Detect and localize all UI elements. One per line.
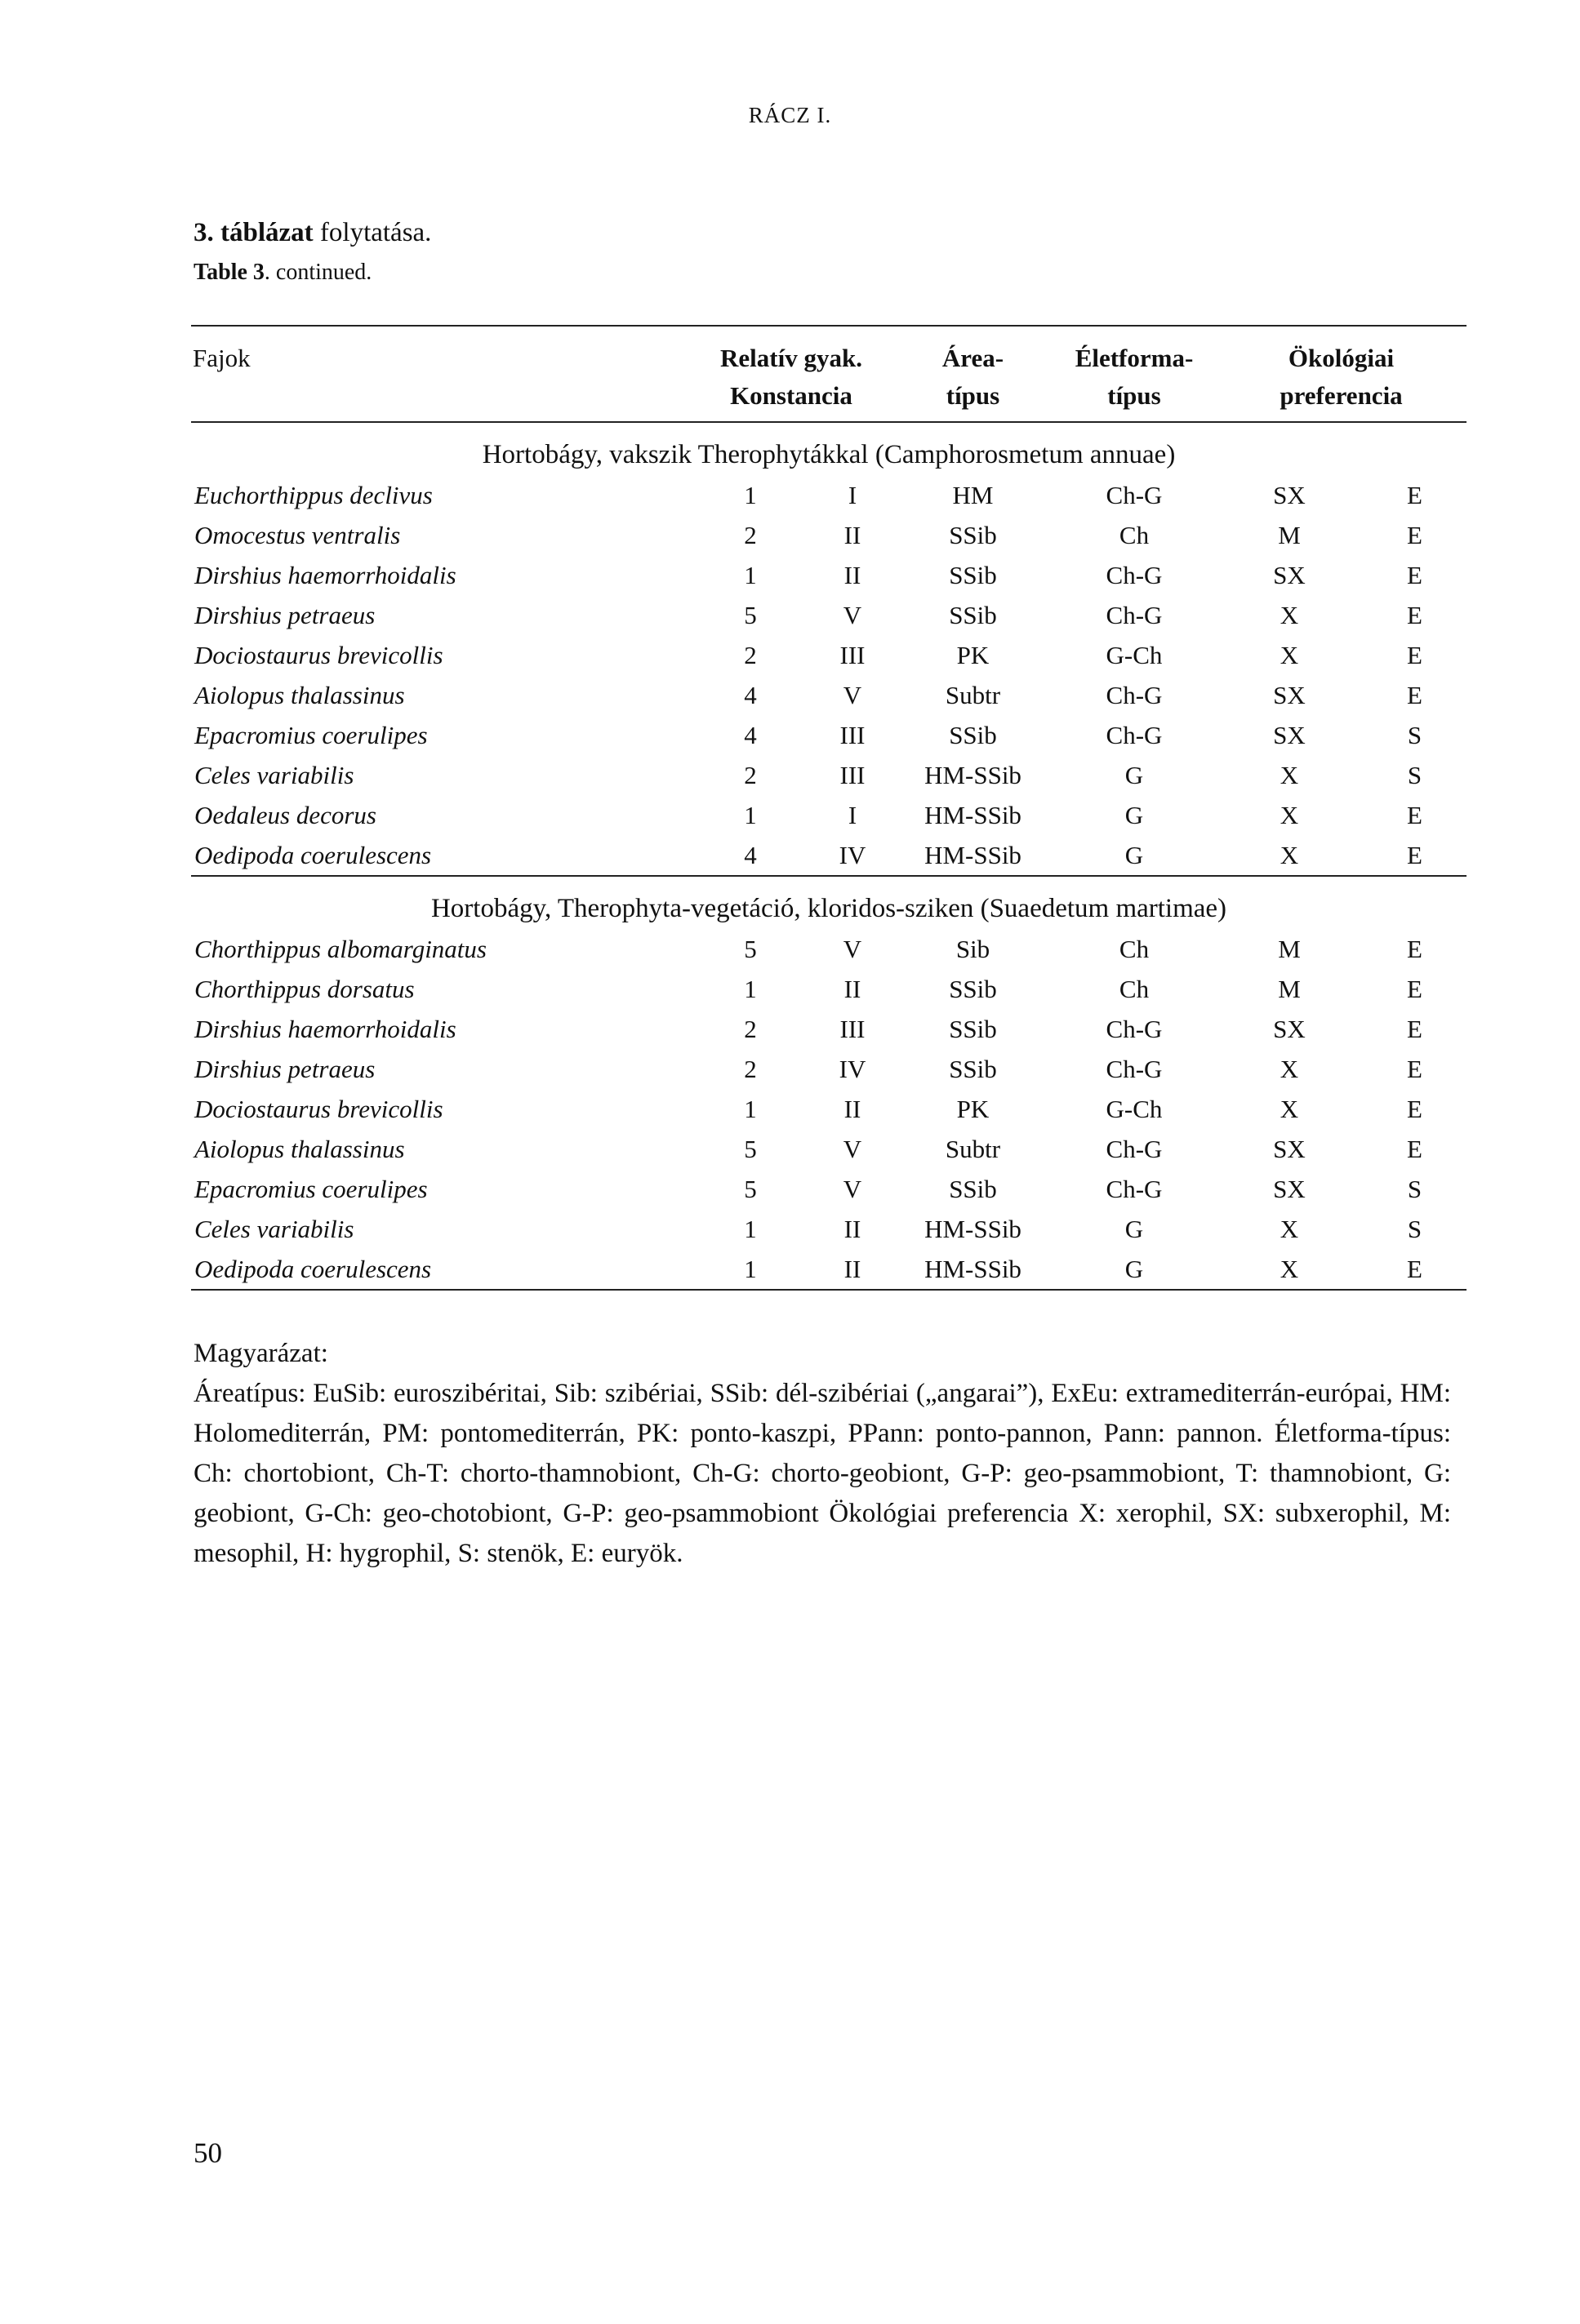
cell-eletforma: Ch-G bbox=[1106, 1134, 1163, 1163]
table-row bbox=[191, 755, 1467, 795]
cell-konstancia: IV bbox=[812, 835, 893, 876]
cell-preferencia: E bbox=[1407, 680, 1422, 709]
cell-eletforma: Ch-G bbox=[1106, 1174, 1163, 1203]
cell-relativ: 1 bbox=[744, 560, 757, 589]
table-caption-hu bbox=[194, 218, 431, 248]
cell-eletforma: Ch-G bbox=[1106, 480, 1163, 509]
cell-relativ: 5 bbox=[744, 1134, 757, 1163]
header-relativ: Relatív gyak. bbox=[720, 344, 862, 372]
cell-okologiai: X bbox=[1216, 835, 1363, 876]
caption-label-hu: 3. táblázat bbox=[194, 218, 314, 247]
table-row bbox=[191, 595, 1467, 635]
cell-relativ: 1 bbox=[744, 1094, 757, 1123]
cell-konstancia: III bbox=[839, 640, 866, 669]
cell-eletforma: Ch-G bbox=[1106, 720, 1163, 749]
cell-relativ: 4 bbox=[689, 835, 812, 876]
header-konstancia: Konstancia bbox=[730, 381, 852, 410]
legend bbox=[194, 1334, 1451, 1574]
cell-okologiai: SX bbox=[1273, 1174, 1306, 1203]
cell-relativ: 4 bbox=[744, 680, 757, 709]
cell-eletforma: G-Ch bbox=[1106, 1094, 1163, 1123]
cell-relativ: 1 bbox=[744, 480, 757, 509]
cell-konstancia: II bbox=[843, 1094, 861, 1123]
cell-konstancia: V bbox=[843, 1174, 862, 1203]
cell-konstancia: V bbox=[843, 680, 862, 709]
table-row bbox=[191, 555, 1467, 595]
table-row bbox=[191, 1169, 1467, 1209]
cell-species: Epacromius coerulipes bbox=[194, 720, 428, 749]
cell-okologiai: X bbox=[1280, 1214, 1299, 1243]
section-title: Hortobágy, Therophyta-vegetáció, kloridos-sziken (Suaedetum martimae) bbox=[430, 894, 1227, 923]
cell-okologiai: X bbox=[1280, 600, 1299, 629]
header-eletformatipus bbox=[1053, 326, 1216, 422]
cell-preferencia: E bbox=[1407, 640, 1422, 669]
table-row bbox=[191, 795, 1467, 835]
cell-areatipus: HM-SSib bbox=[924, 760, 1021, 789]
table-row bbox=[191, 1249, 1467, 1290]
cell-relativ: 2 bbox=[744, 640, 757, 669]
cell-relativ: 2 bbox=[744, 520, 757, 549]
cell-relativ: 4 bbox=[744, 720, 757, 749]
cell-eletforma: Ch bbox=[1119, 520, 1150, 549]
cell-species: Dirshius petraeus bbox=[194, 600, 376, 629]
cell-okologiai: X bbox=[1280, 640, 1299, 669]
table-body bbox=[191, 422, 1467, 1290]
cell-areatipus: SSib bbox=[949, 520, 997, 549]
cell-okologiai: M bbox=[1278, 934, 1301, 963]
cell-okologiai: X bbox=[1280, 1054, 1299, 1083]
cell-areatipus: Sib bbox=[955, 934, 990, 963]
cell-species: Epacromius coerulipes bbox=[194, 1174, 428, 1203]
cell-preferencia: E bbox=[1407, 480, 1422, 509]
cell-relativ: 1 bbox=[744, 800, 757, 829]
section-title: Hortobágy, vakszik Therophytákkal (Camphorosmetum annuae) bbox=[482, 440, 1176, 469]
page-number: 50 bbox=[194, 2137, 222, 2169]
cell-konstancia: II bbox=[843, 1214, 861, 1243]
cell-relativ: 5 bbox=[744, 1174, 757, 1203]
cell-konstancia: II bbox=[843, 560, 861, 589]
cell-species: Dirshius petraeus bbox=[194, 1054, 376, 1083]
cell-areatipus: SSib bbox=[949, 720, 997, 749]
cell-species: Euchorthippus declivus bbox=[194, 480, 433, 509]
cell-preferencia: E bbox=[1363, 1249, 1467, 1290]
cell-konstancia: II bbox=[812, 1249, 893, 1290]
cell-konstancia: II bbox=[843, 974, 861, 1003]
cell-eletforma: Ch bbox=[1119, 974, 1150, 1003]
cell-okologiai: X bbox=[1280, 800, 1299, 829]
cell-konstancia: III bbox=[839, 760, 866, 789]
cell-eletforma: Ch-G bbox=[1106, 1054, 1163, 1083]
cell-areatipus: HM-SSib bbox=[924, 1214, 1021, 1243]
cell-relativ: 2 bbox=[744, 1054, 757, 1083]
cell-preferencia: S bbox=[1407, 1174, 1422, 1203]
cell-areatipus: SSib bbox=[949, 1174, 997, 1203]
cell-areatipus: SSib bbox=[949, 1054, 997, 1083]
cell-okologiai: SX bbox=[1273, 1134, 1306, 1163]
cell-areatipus: SSib bbox=[949, 600, 997, 629]
cell-species: Aiolopus thalassinus bbox=[194, 1134, 405, 1163]
header-okol-line2: preferencia bbox=[1280, 381, 1403, 410]
cell-okologiai: X bbox=[1280, 760, 1299, 789]
cell-okologiai: X bbox=[1216, 1249, 1363, 1290]
cell-relativ: 1 bbox=[744, 1214, 757, 1243]
caption-label-en: Table 3 bbox=[194, 260, 265, 285]
cell-okologiai: SX bbox=[1273, 480, 1306, 509]
running-head: RÁCZ I. bbox=[748, 103, 832, 127]
cell-preferencia: E bbox=[1407, 520, 1422, 549]
header-areatipus bbox=[893, 326, 1053, 422]
cell-species: Chorthippus dorsatus bbox=[194, 974, 415, 1003]
cell-okologiai: X bbox=[1280, 1094, 1299, 1123]
header-okologiai-preferencia bbox=[1216, 326, 1467, 422]
table-row bbox=[191, 1209, 1467, 1249]
cell-okologiai: SX bbox=[1273, 680, 1306, 709]
header-okol-line1: Ökológiai bbox=[1288, 344, 1395, 372]
cell-areatipus: SSib bbox=[949, 974, 997, 1003]
table-row bbox=[191, 1049, 1467, 1089]
cell-species: Oedipoda coerulescens bbox=[191, 1249, 689, 1290]
cell-eletforma: G-Ch bbox=[1106, 640, 1163, 669]
table-row bbox=[191, 475, 1467, 515]
cell-relativ: 1 bbox=[689, 1249, 812, 1290]
cell-konstancia: III bbox=[839, 1014, 866, 1043]
header-elet-line1: Életforma- bbox=[1075, 344, 1194, 372]
cell-areatipus: HM bbox=[952, 480, 994, 509]
cell-preferencia: E bbox=[1407, 1014, 1422, 1043]
cell-areatipus: HM-SSib bbox=[893, 835, 1053, 876]
cell-relativ: 5 bbox=[744, 600, 757, 629]
table-row bbox=[191, 1089, 1467, 1129]
cell-species: Oedaleus decorus bbox=[194, 800, 376, 829]
cell-eletforma: G bbox=[1124, 1214, 1144, 1243]
header-area-line1: Área- bbox=[941, 344, 1004, 372]
cell-eletforma: Ch-G bbox=[1106, 680, 1163, 709]
cell-konstancia: I bbox=[848, 800, 857, 829]
table-row bbox=[191, 835, 1467, 876]
table-row bbox=[191, 1009, 1467, 1049]
cell-areatipus: Subtr bbox=[945, 680, 1001, 709]
cell-preferencia: E bbox=[1407, 934, 1422, 963]
header-elet-line2: típus bbox=[1107, 381, 1161, 410]
cell-eletforma: Ch bbox=[1119, 934, 1150, 963]
table-row bbox=[191, 515, 1467, 555]
cell-preferencia: E bbox=[1407, 1134, 1422, 1163]
header-relativ-konstancia bbox=[689, 326, 893, 422]
cell-areatipus: HM-SSib bbox=[893, 1249, 1053, 1290]
caption-text-en: . continued. bbox=[264, 260, 372, 285]
species-table bbox=[191, 325, 1467, 1291]
caption-text-hu: folytatása. bbox=[313, 218, 432, 247]
cell-preferencia: S bbox=[1407, 1214, 1422, 1243]
legend-title: Magyarázat: bbox=[194, 1339, 328, 1368]
cell-preferencia: E bbox=[1407, 1094, 1422, 1123]
cell-areatipus: SSib bbox=[949, 1014, 997, 1043]
cell-areatipus: PK bbox=[956, 640, 990, 669]
table-row bbox=[191, 715, 1467, 755]
cell-species: Dirshius haemorrhoidalis bbox=[194, 560, 456, 589]
cell-preferencia: E bbox=[1407, 600, 1422, 629]
cell-eletforma: G bbox=[1124, 800, 1144, 829]
cell-konstancia: V bbox=[843, 1134, 862, 1163]
legend-text: Áreatípus: EuSib: euroszibéritai, Sib: szibériai, SSib: dél-szibériai („angarai”), ExEu: extramediterrán-európai, HM: Holomediterrán, PM: pontomediterrán, PK: ponto-kaszpi, PPann: ponto-pannon, Pann: pannon. Életforma-típus: Ch: chortobiont, Ch-T: chorto-thamnobiont, Ch-G: chorto-geobiont, G-P: geo-psammobiont, T: thamnobiont, G: geobiont, G-Ch: geo-chotobiont, G-P: geo-psammobiont Ökológiai preferencia X: xerophil, SX: subxerophil, M: mesophil, H: hygrophil, S: stenök, E: euryök. bbox=[194, 1379, 1451, 1568]
cell-okologiai: SX bbox=[1273, 1014, 1306, 1043]
cell-relativ: 2 bbox=[744, 1014, 757, 1043]
cell-okologiai: SX bbox=[1273, 560, 1306, 589]
cell-species: Oedipoda coerulescens bbox=[191, 835, 689, 876]
cell-konstancia: II bbox=[843, 520, 861, 549]
cell-areatipus: PK bbox=[956, 1094, 990, 1123]
cell-eletforma: Ch-G bbox=[1106, 600, 1163, 629]
cell-preferencia: E bbox=[1407, 974, 1422, 1003]
cell-species: Dociostaurus brevicollis bbox=[194, 1094, 443, 1123]
cell-preferencia: E bbox=[1363, 835, 1467, 876]
cell-okologiai: SX bbox=[1273, 720, 1306, 749]
section-title-row bbox=[191, 422, 1467, 475]
cell-konstancia: V bbox=[843, 600, 862, 629]
cell-konstancia: III bbox=[839, 720, 866, 749]
table-row bbox=[191, 675, 1467, 715]
cell-relativ: 5 bbox=[744, 934, 757, 963]
cell-relativ: 2 bbox=[744, 760, 757, 789]
table-row bbox=[191, 1129, 1467, 1169]
header-fajok: Fajok bbox=[191, 326, 689, 422]
cell-konstancia: I bbox=[848, 480, 857, 509]
cell-species: Aiolopus thalassinus bbox=[194, 680, 405, 709]
cell-species: Dirshius haemorrhoidalis bbox=[194, 1014, 456, 1043]
cell-species: Dociostaurus brevicollis bbox=[194, 640, 443, 669]
cell-areatipus: SSib bbox=[949, 560, 997, 589]
table-row bbox=[191, 929, 1467, 969]
cell-species: Chorthippus albomarginatus bbox=[194, 934, 487, 963]
table-row bbox=[191, 969, 1467, 1009]
table-caption-en bbox=[194, 260, 372, 286]
cell-species: Celes variabilis bbox=[194, 1214, 354, 1243]
cell-konstancia: V bbox=[843, 934, 862, 963]
cell-species: Omocestus ventralis bbox=[194, 520, 401, 549]
section-title-row bbox=[191, 876, 1467, 929]
cell-preferencia: S bbox=[1407, 720, 1422, 749]
cell-preferencia: E bbox=[1407, 560, 1422, 589]
cell-eletforma: Ch-G bbox=[1106, 560, 1163, 589]
table-header-row bbox=[191, 326, 1467, 422]
cell-eletforma: G bbox=[1124, 760, 1144, 789]
cell-okologiai: M bbox=[1278, 974, 1301, 1003]
cell-areatipus: Subtr bbox=[945, 1134, 1001, 1163]
table-row bbox=[191, 635, 1467, 675]
cell-species: Celes variabilis bbox=[194, 760, 354, 789]
cell-konstancia: IV bbox=[839, 1054, 866, 1083]
header-area-line2: típus bbox=[946, 381, 1000, 410]
cell-relativ: 1 bbox=[744, 974, 757, 1003]
cell-preferencia: E bbox=[1407, 800, 1422, 829]
cell-preferencia: S bbox=[1407, 760, 1422, 789]
cell-eletforma: G bbox=[1053, 835, 1216, 876]
cell-areatipus: HM-SSib bbox=[924, 800, 1021, 829]
cell-eletforma: Ch-G bbox=[1106, 1014, 1163, 1043]
cell-eletforma: G bbox=[1053, 1249, 1216, 1290]
cell-preferencia: E bbox=[1407, 1054, 1422, 1083]
cell-okologiai: M bbox=[1278, 520, 1301, 549]
